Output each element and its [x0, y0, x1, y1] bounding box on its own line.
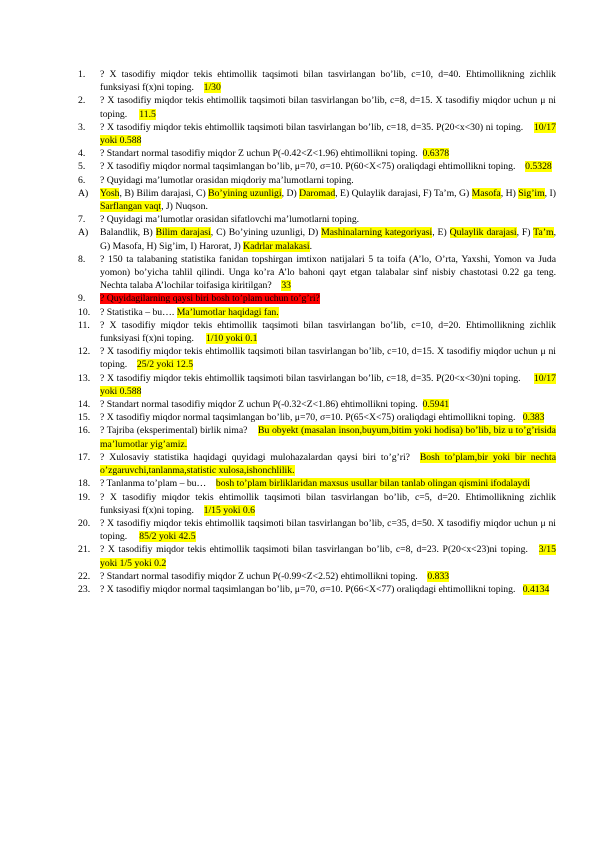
- question-text: ? X tasodifiy miqdor normal taqsimlangan bo’lib, μ=70, σ=10. P(65<X<75) oraliqdagi ehtimollikni toping.: [100, 412, 516, 424]
- question-text: ? X tasodifiy miqdor tekis ehtimollik taqsimoti bilan tasvirlangan bo’lib, c=5, d=20. Ehtimollikning zichlik funksiyasi f(x)ni toping.: [100, 491, 556, 516]
- question-text: ? X tasodifiy miqdor tekis ehtimollik taqsimoti bilan tasvirlangan bo’lib, c=10, d=40. Ehtimollikning zichlik funksiyasi f(x)ni toping.: [100, 69, 556, 94]
- answer-highlight: Bilim darajasi: [155, 227, 211, 239]
- answer-highlight: Qulaylik darajasi: [449, 227, 517, 239]
- question-text: ? Statistika – bu….: [100, 306, 175, 318]
- question-3: [78, 121, 556, 147]
- question-text: ? X tasodifiy miqdor tekis ehtimollik taqsimoti bilan tasvirlangan bo’lib, c=10, d=20. Ehtimollikning zichlik funksiyasi f(x)ni toping.: [100, 319, 556, 345]
- question-text: ? Standart normal tasodifiy miqdor Z uchun P(-0.99<Z<2.52) ehtimollikni toping.: [100, 570, 418, 582]
- question-number: 11.: [78, 319, 90, 331]
- answer-highlight: 11.5: [139, 108, 156, 120]
- question-number: 23.: [78, 583, 91, 595]
- options-text: [100, 226, 556, 252]
- answer-highlight: 10/17 yoki 0.588: [100, 121, 556, 147]
- question-23: [78, 583, 556, 596]
- question-text: ? X tasodifiy miqdor tekis ehtimollik taqsimoti bilan tasvirlangan bo’lib, c=18, d=35. P(20<x<30)ni toping.: [100, 372, 521, 384]
- question-8: [78, 253, 556, 293]
- question-number: 16.: [78, 425, 91, 437]
- answer-highlight: Daromad: [299, 187, 336, 199]
- question-14: [78, 398, 556, 411]
- option-text: Balandlik, B): [100, 227, 156, 239]
- option-text: , B) Bilim darajasi, C): [119, 187, 209, 199]
- question-number: 19.: [78, 491, 91, 503]
- answer-highlight: 0.5941: [422, 399, 450, 411]
- question-text: ? Standart normal tasodifiy miqdor Z uchun P(-0.32<Z<1.86) ehtimollikni toping.: [100, 399, 418, 411]
- option-label: A): [78, 227, 89, 239]
- question-text: ? Quyidagi ma’lumotlar orasidan sifatlovchi ma’lumotlarni toping.: [100, 214, 360, 226]
- answer-highlight: 0.5328: [525, 161, 552, 173]
- question-text: ? Tanlanma to’plam – bu…: [100, 478, 207, 490]
- option-text: , C) Bo’yining uzunligi, D): [210, 227, 322, 239]
- answer-highlight: 3/15 yoki 1/5 yoki 0.2: [100, 544, 556, 569]
- answer-highlight: Bosh to’plam,bir yoki bir nechta o’zgaruvchi,tanlanma,statistic xulosa,ishonchlilik.: [100, 451, 556, 477]
- question-number: 13.: [78, 372, 91, 384]
- question-1: [78, 68, 556, 94]
- question-text-red: ? Quyidagilarning qaysi biri bosh to’plam uchun to’g’ri?: [100, 293, 320, 305]
- option-text: .: [309, 240, 312, 252]
- answer-highlight: 0.833: [427, 570, 450, 582]
- question-12: [78, 345, 556, 371]
- question-text: ? Standart normal tasodifiy miqdor Z uchun P(-0.42<Z<1.96) ehtimollikni toping.: [100, 148, 418, 160]
- question-number: 9.: [78, 293, 86, 305]
- options-6: [78, 187, 556, 213]
- question-text: ? X tasodifiy miqdor tekis ehtimollik taqsimoti bilan tasvirlangan bo’lib, c=10, d=15. X tasodifiy miqdor uchun μ ni toping.: [100, 346, 556, 371]
- question-number: 20.: [78, 517, 91, 529]
- answer-highlight: Masofa: [471, 187, 501, 199]
- question-number: 10.: [78, 306, 91, 318]
- options-text: [100, 187, 556, 213]
- question-text: ? X tasodifiy miqdor normal taqsimlangan bo’lib, μ=70, σ=10. P(60<X<75) oraliqdagi ehtimollikni toping.: [100, 161, 516, 173]
- question-number: 8.: [78, 253, 86, 265]
- question-19: [78, 491, 556, 517]
- answer-highlight: Sarflangan vaqt: [100, 201, 162, 213]
- answer-highlight: Sig’im: [518, 187, 545, 199]
- question-5: [78, 160, 556, 173]
- question-13: [78, 372, 556, 398]
- answer-highlight: 1/15 yoki 0.6: [203, 504, 255, 516]
- question-17: [78, 451, 556, 477]
- question-number: 17.: [78, 451, 91, 463]
- question-9: [78, 292, 556, 305]
- option-text: , G) Masofa, H) Sig’im, I) Harorat, J): [100, 227, 557, 252]
- answer-highlight: Kadrlar malakasi: [243, 240, 310, 252]
- question-text: ? X tasodifiy miqdor normal taqsimlangan bo’lib, μ=70, σ=10. P(66<X<77) oraliqdagi ehtimollikni toping.: [100, 583, 516, 595]
- question-15: [78, 411, 556, 424]
- question-text: ? Tajriba (eksperimental) birlik nima?: [100, 425, 248, 437]
- question-text: ? X tasodifiy miqdor tekis ehtimollik taqsimoti bilan tasvirlangan bo’lib, c=35, d=50. X tasodifiy miqdor uchun μ ni toping.: [100, 517, 556, 543]
- option-text: , J) Nuqson.: [161, 201, 208, 213]
- question-text: ? 150 ta talabaning statistika fanidan topshirgan imtixon natijalari 5 ta toifa (A’lo, O’rta, Yaxshi, Yomon va Juda yomon) bo’yicha tahlil qilindi. Unga ko’ra A’lo bahoni qayt etgan talabalar sinf nisbiy chastotasi 0.22 ga teng. Nechta talaba A’lochilar toifasiga kiritilgan?: [100, 253, 556, 292]
- question-21: [78, 543, 556, 569]
- answer-highlight: Ta’m: [533, 227, 554, 239]
- option-text: , D): [281, 187, 300, 199]
- question-number: 7.: [78, 214, 86, 226]
- option-text: , I): [544, 187, 556, 199]
- question-6: [78, 174, 556, 187]
- options-7: [78, 226, 556, 252]
- question-11: [78, 319, 556, 345]
- question-text: ? X tasodifiy miqdor tekis ehtimollik taqsimoti bilan tasvirlangan bo’lib, c=18, d=35. P(20<x<30) ni toping.: [100, 121, 524, 133]
- question-number: 2.: [78, 95, 86, 107]
- answer-highlight: 85/2 yoki 42.5: [139, 531, 196, 543]
- question-18: [78, 477, 556, 490]
- question-16: [78, 424, 556, 450]
- question-number: 15.: [78, 412, 91, 424]
- question-text: ? Quyidagi ma’lumotlar orasidan miqdoriy ma’lumotlarni toping.: [100, 174, 354, 186]
- question-number: 14.: [78, 399, 91, 411]
- question-text: ? X tasodifiy miqdor tekis ehtimollik taqsimoti bilan tasvirlangan bo’lib, c=8, d=23. P(20<x<23)ni toping.: [100, 544, 528, 556]
- option-label: A): [78, 187, 89, 199]
- question-number: 1.: [78, 69, 86, 80]
- answer-highlight: 33: [281, 280, 291, 292]
- answer-highlight: 0.383: [522, 412, 545, 424]
- answer-highlight: 25/2 yoki 12.5: [136, 359, 194, 371]
- answer-highlight: Bo’yining uzunligi: [208, 187, 282, 199]
- answer-highlight: 0.4134: [522, 583, 550, 595]
- answer-highlight: Bu obyekt (masalan inson,buyum,bitim yoki hodisa) bo’lib, biz u to’g’risida ma’lumotlar yig’amiz.: [100, 425, 556, 450]
- question-10: [78, 306, 556, 319]
- answer-highlight: Mashinalarning kategoriyasi: [321, 227, 433, 239]
- option-text: , H): [500, 187, 519, 199]
- question-number: 3.: [78, 121, 86, 133]
- answer-highlight: 1/10 yoki 0.1: [206, 333, 258, 345]
- question-number: 5.: [78, 161, 86, 173]
- answer-highlight: bosh to’plam birliklaridan maxsus usullar bilan tanlab olingan qismini ifodalaydi: [215, 478, 530, 490]
- question-number: 22.: [78, 570, 91, 582]
- answer-highlight: 0.6378: [422, 148, 450, 160]
- answer-highlight: 1/30: [203, 82, 221, 94]
- answer-highlight: Ma’lumotlar haqidagi fan.: [176, 306, 279, 318]
- question-number: 6.: [78, 174, 86, 186]
- answer-highlight: 10/17 yoki 0.588: [100, 372, 556, 397]
- question-22: [78, 570, 556, 583]
- option-text: , F): [516, 227, 534, 239]
- question-number: 21.: [78, 544, 91, 556]
- option-text: , E): [432, 227, 450, 239]
- question-text: ? Xulosaviy statistika haqidagi quyidagi mulohazalardan qaysi biri to’g’ri?: [100, 451, 410, 463]
- question-2: [78, 94, 556, 120]
- question-4: [78, 147, 556, 160]
- question-text: ? X tasodifiy miqdor tekis ehtimollik taqsimoti bilan tasvirlangan bo’lib, c=8, d=15. X tasodifiy miqdor uchun μ ni toping.: [100, 95, 556, 120]
- option-text: , E) Qulaylik darajasi, F) Ta’m, G): [335, 187, 472, 199]
- question-number: 4.: [78, 148, 86, 160]
- question-7: [78, 213, 556, 226]
- question-20: [78, 517, 556, 543]
- question-number: 12.: [78, 346, 91, 358]
- question-number: 18.: [78, 478, 91, 490]
- answer-highlight: Yosh: [100, 187, 120, 199]
